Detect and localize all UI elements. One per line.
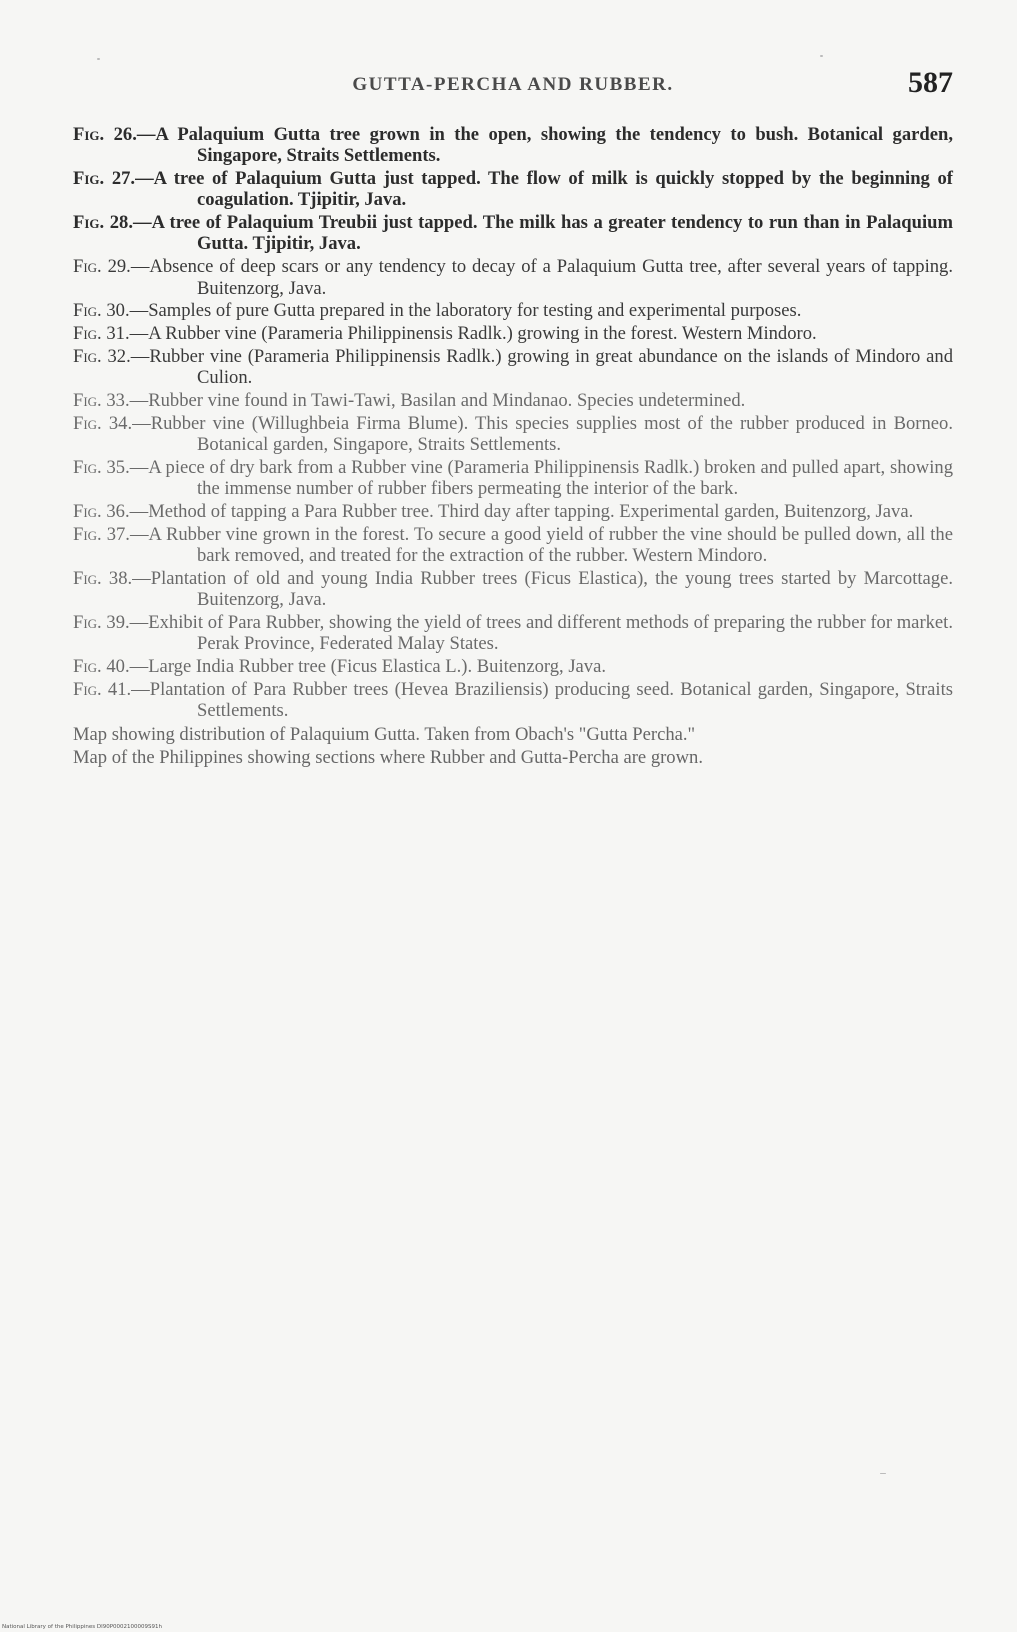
figure-label: Fig. 37. — [73, 523, 130, 545]
caption-text: —Large India Rubber tree (Ficus Elastica L.). Buitenzorg, Java. — [129, 656, 607, 678]
caption-text: —Plantation of Para Rubber trees (Hevea Braziliensis) producing seed. Botanical garden, Singapore, Straits Settlements. — [131, 678, 953, 722]
figure-label: Fig. 32. — [73, 345, 131, 367]
figure-caption — [73, 568, 953, 611]
caption-text: —Rubber vine (Willughbeia Firma Blume). This species supplies most of the rubber produced in Borneo. Botanical garden, Singapore, Straits Settlements. — [132, 412, 953, 456]
caption-text: —Method of tapping a Para Rubber tree. Third day after tapping. Experimental garden, Buitenzorg, Java. — [129, 501, 914, 523]
figure-caption — [73, 300, 953, 321]
figure-caption — [73, 124, 953, 167]
figure-caption — [73, 413, 953, 456]
figure-caption — [73, 390, 953, 411]
figure-label: Fig. 27. — [73, 168, 136, 190]
figure-label: Fig. 33. — [73, 390, 130, 412]
figure-label: Fig. 31. — [73, 323, 130, 345]
figure-caption — [73, 612, 953, 655]
figure-caption — [73, 457, 953, 500]
figure-label: Fig. 35. — [73, 456, 130, 478]
page-header — [73, 66, 953, 100]
figure-caption — [73, 679, 953, 722]
running-title: GUTTA-PERCHA AND RUBBER. — [352, 74, 674, 95]
figure-label: Fig. 29. — [73, 256, 131, 278]
figure-caption — [73, 256, 953, 299]
caption-text: —Exhibit of Para Rubber, showing the yield of trees and different methods of preparing the rubber for market. Perak Province, Federated Malay States. — [129, 612, 953, 655]
caption-text: —Samples of pure Gutta prepared in the laboratory for testing and experimental purposes. — [129, 300, 802, 322]
caption-text: —A Rubber vine grown in the forest. To secure a good yield of rubber the vine should be pulled down, all the bark removed, and treated for the extraction of the rubber. Western Mindoro. — [129, 523, 953, 567]
caption-text: —Rubber vine found in Tawi-Tawi, Basilan and Mindanao. Species undetermined. — [129, 390, 746, 412]
figure-label: Fig. 38. — [73, 567, 133, 589]
figure-caption — [73, 501, 953, 522]
scan-speck — [97, 58, 100, 60]
caption-text: —A piece of dry bark from a Rubber vine (Parameria Philippinensis Radlk.) broken and pulled apart, showing the immense number of rubber fibers permeating the interior of the bark. — [129, 456, 953, 500]
figure-caption-list — [73, 124, 953, 768]
figure-caption — [73, 212, 953, 255]
caption-text: —Rubber vine (Parameria Philippinensis Radlk.) growing in great abundance on the islands of Mindoro and Culion. — [130, 345, 954, 389]
library-credit: National Library of the Philippines DI90P0002100009S91h — [2, 1624, 162, 1630]
map-caption: Map showing distribution of Palaquium Gutta. Taken from Obach's "Gutta Percha." — [73, 723, 696, 745]
caption-text: —Plantation of old and young India Rubber trees (Ficus Elastica), the young trees started by Marcottage. Buitenzorg, Java. — [132, 567, 953, 611]
figure-label: Fig. 39. — [73, 612, 130, 634]
figure-label: Fig. 36. — [73, 501, 130, 523]
figure-caption — [73, 346, 953, 389]
scan-speck — [880, 1473, 886, 1474]
caption-text: —A tree of Palaquium Treubii just tapped. The milk has a greater tendency to run than in Palaquium Gutta. Tjipitir, Java. — [132, 212, 953, 255]
figure-caption — [73, 168, 953, 211]
scan-speck — [820, 55, 823, 57]
caption-text: —Absence of deep scars or any tendency to decay of a Palaquium Gutta tree, after several years of tapping. Buitenzorg, Java. — [130, 256, 953, 299]
figure-caption — [73, 524, 953, 567]
page-number: 587 — [908, 66, 953, 99]
figure-label: Fig. 40. — [73, 656, 130, 678]
figure-caption — [73, 656, 953, 677]
map-caption: Map of the Philippines showing sections where Rubber and Gutta-Percha are grown. — [73, 746, 703, 768]
figure-label: Fig. 28. — [73, 212, 133, 234]
figure-label: Fig. 41. — [73, 678, 132, 700]
figure-label: Fig. 34. — [73, 412, 133, 434]
caption-text: —A Rubber vine (Parameria Philippinensis Radlk.) growing in the forest. Western Mindoro. — [129, 323, 817, 345]
figure-label: Fig. 26. — [73, 124, 137, 145]
figure-caption — [73, 323, 953, 344]
caption-text: —A tree of Palaquium Gutta just tapped. The flow of milk is quickly stopped by the beginning of coagulation. Tjipitir, Java. — [135, 168, 953, 211]
figure-label: Fig. 30. — [73, 300, 130, 322]
caption-text: —A Palaquium Gutta tree grown in the open, showing the tendency to bush. Botanical garden, Singapore, Straits Settlements. — [136, 124, 953, 167]
